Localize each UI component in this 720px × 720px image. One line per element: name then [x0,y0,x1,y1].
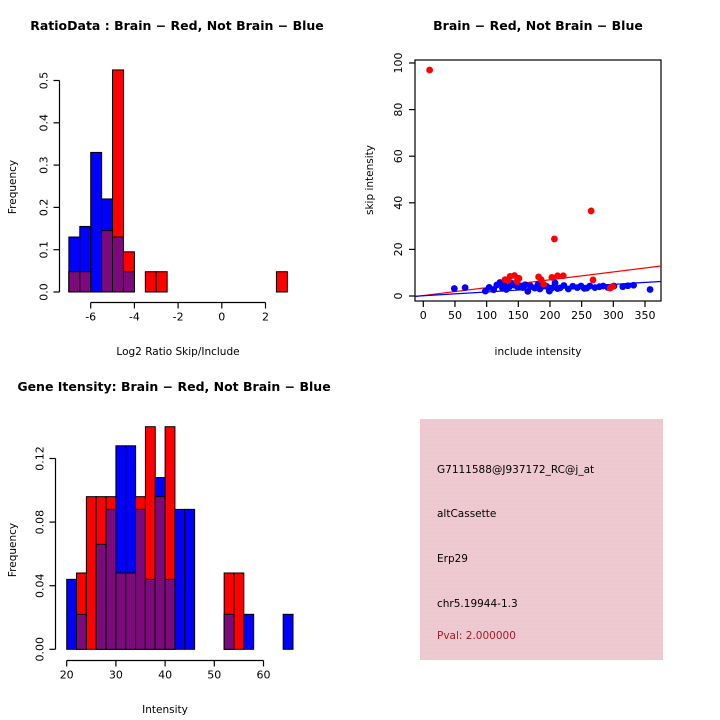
data-point-red [590,277,597,284]
gene-hist-ylabel: Frequency [7,522,19,578]
data-point-red [516,275,523,282]
pval-text: Pval: 2.000000 [437,630,516,642]
panel-ratio-histogram [0,0,360,360]
ratio-hist-ylabel: Frequency [7,159,19,215]
hist-bar-overlap [102,231,113,292]
x-tick-label: 50 [207,668,222,682]
hist-bar-overlap [145,579,155,649]
hist-bar-red [86,497,96,650]
hist-bar-blue [175,509,185,649]
x-tick-label: 60 [256,668,271,682]
y-tick-label: 0.3 [37,156,51,174]
y-tick-label: 0.4 [37,114,51,132]
hist-bar-red [276,272,287,292]
x-tick-label: 0 [419,309,427,322]
hist-bar-blue [67,579,77,649]
gene-info-box [420,419,663,660]
intensity-scatter-chart [360,0,720,360]
y-tick-label: 0.04 [33,573,47,598]
x-tick-label: -2 [172,310,184,324]
ratio-hist-xlabel: Log2 Ratio Skip/Include [116,346,240,358]
gene-hist-xlabel: Intensity [142,704,188,716]
x-tick-label: 350 [634,309,656,322]
x-tick-label: 20 [59,668,74,682]
hist-bar-overlap [106,509,116,649]
hist-bar-blue [244,614,254,649]
panel-gene-histogram [0,360,360,720]
scatter-title: Brain − Red, Not Brain − Blue [433,18,643,33]
data-point-blue [647,286,654,293]
x-tick-label: 200 [539,309,561,322]
y-tick-label: 0.5 [37,71,51,90]
hist-bar-red [145,272,156,292]
y-tick-label: 0.1 [37,240,51,259]
y-tick-label: 0.12 [33,446,47,471]
x-tick-label: 40 [158,668,173,682]
data-point-red [588,208,595,215]
y-tick-label: 0.2 [37,198,51,217]
scatter-xlabel: include intensity [494,346,582,358]
hist-bar-blue [283,614,293,649]
hist-bar-overlap [80,272,91,292]
y-tick-label: 0.0 [37,283,51,301]
hist-bar-overlap [155,497,165,650]
data-point-red [548,274,555,281]
y-tick-label: 40 [392,195,405,210]
gene-name-text: Erp29 [437,553,468,565]
gene-hist-title: Gene Itensity: Brain − Red, Not Brain − Blue [17,379,331,394]
panel-gene-info [360,360,720,720]
hist-bar-overlap [96,544,106,649]
ratio-hist-title: RatioData : Brain − Red, Not Brain − Blue [30,18,324,33]
data-point-blue [451,285,458,292]
x-tick-label: -6 [85,310,97,324]
y-tick-label: 100 [392,52,405,74]
x-tick-label: -4 [128,310,140,324]
location-text: chr5.19944-1.3 [437,598,518,610]
x-tick-label: 100 [476,309,498,322]
hist-bar-red [234,573,244,649]
splice-event-text: altCassette [437,508,497,520]
data-point-red [609,283,616,290]
x-tick-label: 300 [602,309,624,322]
data-point-red [540,281,547,288]
gene-histogram-chart [0,360,360,720]
hist-bar-red [156,272,167,292]
panel-intensity-scatter [360,0,720,360]
y-tick-label: 20 [392,242,405,257]
data-point-red [560,272,567,279]
hist-bar-overlap [126,573,136,649]
ratio-histogram-chart [0,0,360,360]
x-tick-label: 250 [571,309,593,322]
hist-bar-overlap [165,579,175,649]
hist-bar-blue [91,152,102,292]
y-tick-label: 0 [392,292,405,300]
scatter-ylabel: skip intensity [364,145,376,215]
data-point-red [551,236,558,243]
y-tick-label: 0.08 [33,509,47,535]
hist-bar-overlap [77,614,87,649]
hist-bar-overlap [136,509,146,649]
x-tick-label: 30 [108,668,123,682]
hist-bar-blue [185,509,195,649]
hist-bar-overlap [116,573,126,649]
data-point-blue [630,282,637,289]
y-tick-label: 0.00 [33,637,47,662]
x-tick-label: 2 [262,310,269,324]
plot-box [415,60,661,301]
data-point-red [426,67,433,74]
x-tick-label: 50 [447,309,462,322]
x-tick-label: 0 [218,310,226,324]
x-tick-label: 150 [507,309,529,322]
y-tick-label: 60 [392,149,405,164]
hist-bar-overlap [224,614,234,649]
y-tick-label: 80 [392,102,405,117]
data-point-blue [462,284,469,291]
probe-id-text: G7111588@J937172_RC@j_at [437,464,595,476]
hist-bar-overlap [123,272,134,292]
hist-bar-overlap [113,237,124,292]
hist-bar-overlap [69,272,80,292]
